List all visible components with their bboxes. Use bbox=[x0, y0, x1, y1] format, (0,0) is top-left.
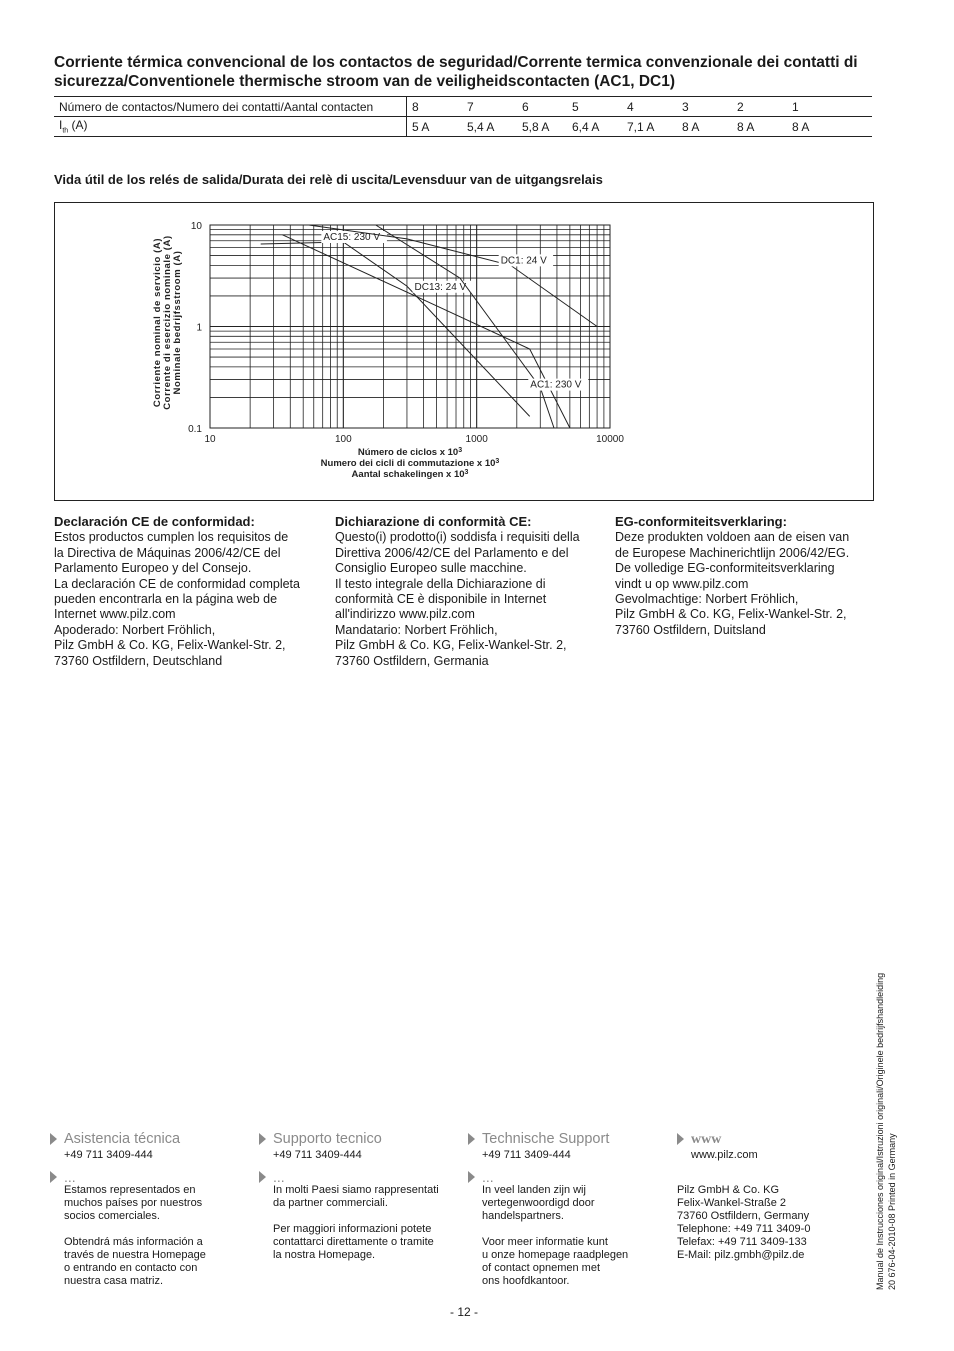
table-cell: 8 bbox=[407, 97, 463, 117]
declaration-es bbox=[54, 514, 324, 669]
support-heading: Asistencia técnica bbox=[64, 1130, 181, 1147]
www-url: www.pilz.com bbox=[691, 1149, 758, 1161]
x-tick-label: 10 bbox=[204, 434, 216, 445]
x-axis-label-text: Aantal schakelingen x 10 bbox=[351, 469, 465, 480]
footer-support-es bbox=[50, 1130, 250, 1288]
declaration-it bbox=[335, 514, 605, 669]
footer-support-it bbox=[259, 1130, 459, 1262]
arrow-right-icon bbox=[50, 1133, 57, 1145]
x-tick-label: 1000 bbox=[465, 434, 488, 445]
series-label: AC15: 230 V bbox=[323, 232, 381, 244]
declaration-it-body: Questo(i) prodotto(i) soddisfa i requisiti della Direttiva 2006/42/CE del Parlamento e del Consiglio Europeo sulle macchine. Il testo integrale della Dichiarazione di conformità CE è disponibile in Internet all'indirizzo www.pilz.com Mandatario: Norbert Fröhlich, Pilz GmbH & Co. KG, Felix-Wankel-Str. 2, 73760 Ostfildern, Germania bbox=[335, 530, 580, 668]
table-cell: 5,8 A bbox=[517, 117, 567, 137]
table-cell: 2 bbox=[732, 97, 787, 117]
declaration-es-title: Declaración CE de conformidad: bbox=[54, 514, 255, 529]
y-tick-label: 10 bbox=[190, 221, 202, 232]
declaration-nl-title: EG-conformiteitsverklaring: bbox=[615, 514, 787, 529]
relay-life-chart bbox=[54, 202, 874, 500]
support-heading: Supporto tecnico bbox=[273, 1130, 382, 1147]
arrow-right-icon bbox=[259, 1133, 266, 1145]
declaration-nl bbox=[615, 514, 880, 638]
x-axis-label-text: Numero dei cicli di commutazione x 10 bbox=[320, 458, 496, 469]
table-cell: 8 A bbox=[677, 117, 732, 137]
footer-www bbox=[677, 1130, 857, 1262]
page-number: - 12 - bbox=[449, 1305, 478, 1319]
support-phone: +49 711 3409-444 bbox=[273, 1149, 362, 1161]
support-phone: +49 711 3409-444 bbox=[482, 1149, 571, 1161]
arrow-right-icon bbox=[259, 1171, 266, 1183]
table-row bbox=[54, 117, 872, 137]
arrow-right-icon bbox=[468, 1133, 475, 1145]
table-cell: 1 bbox=[787, 97, 872, 117]
x-tick-label: 100 bbox=[334, 434, 352, 445]
table-cell: 5 A bbox=[407, 117, 463, 137]
x-axis-label bbox=[358, 447, 462, 458]
ellipsis: ... bbox=[482, 1168, 494, 1185]
support-heading: Technische Support bbox=[482, 1130, 610, 1147]
support-phone: +49 711 3409-444 bbox=[64, 1149, 153, 1161]
table-cell: 4 bbox=[622, 97, 677, 117]
x-tick-label: 10000 bbox=[596, 434, 624, 445]
footer-support-nl bbox=[468, 1130, 668, 1288]
ith-label bbox=[54, 117, 407, 137]
arrow-right-icon bbox=[50, 1171, 57, 1183]
table-cell: 6,4 A bbox=[567, 117, 622, 137]
ith-symbol: I bbox=[59, 118, 63, 133]
contacts-count-label: Número de contactos/Numero dei contatti/Aantal contacten bbox=[54, 97, 407, 117]
x-axis-label-exponent: 3 bbox=[464, 469, 469, 476]
relay-life-title: Vida útil de los relés de salida/Durata dei relè di uscita/Levensduur van de uitgangsrelais bbox=[54, 172, 603, 187]
declaration-nl-body: Deze produkten voldoen aan de eisen van de Europese Machinerichtlijn 2006/42/EG. De volledige EG-conformiteitsverklaring vindt u op www.pilz.com Gevolmachtige: Norbert Fröhlich, Pilz GmbH & Co. KG, Felix-Wankel-Str. 2, 73760 Ostfildern, Duitsland bbox=[615, 530, 850, 637]
series-label: DC13: 24 V bbox=[414, 281, 467, 293]
support-body: In veel landen zijn wij vertegenwoordigd door handelspartners. Voor meer informatie kunt u onze homepage raadplegen of contact opnemen met ons hoofdkantoor. bbox=[482, 1184, 629, 1287]
y-tick-label: 0.1 bbox=[188, 424, 202, 435]
support-body: In molti Paesi siamo rappresentati da partner commerciali. Per maggiori informazioni potete contattarci direttamente o tramite la nostra Homepage. bbox=[273, 1184, 439, 1261]
ellipsis: ... bbox=[273, 1168, 285, 1185]
y-tick-label: 1 bbox=[196, 322, 202, 334]
table-row bbox=[54, 97, 872, 117]
thermal-current-title: Corriente térmica convencional de los contactos de seguridad/Corrente termica convenzionale dei contatti di sicurezza/Conventionele thermische stroom van de veiligheidscontacten (AC1, DC1) bbox=[54, 54, 858, 90]
y-axis-label: Corriente nominal de servicio (A) bbox=[152, 237, 163, 408]
manual-side-text bbox=[874, 973, 898, 1290]
table-cell: 5,4 A bbox=[462, 117, 517, 137]
table-cell: 6 bbox=[517, 97, 567, 117]
arrow-right-icon bbox=[677, 1133, 684, 1145]
support-body: Estamos representados en muchos países por nuestros socios comerciales. Obtendrá más información a través de nuestra Homepage o entrando en contacto con nuestra casa matriz. bbox=[64, 1184, 206, 1287]
contacts-table bbox=[54, 96, 872, 137]
table-cell: 3 bbox=[677, 97, 732, 117]
series-line bbox=[261, 242, 530, 416]
x-axis-label bbox=[321, 458, 500, 469]
x-axis-label bbox=[352, 469, 469, 480]
ellipsis: ... bbox=[64, 1168, 76, 1185]
declaration-it-title: Dichiarazione di conformità CE: bbox=[335, 514, 532, 529]
manual-title: Manual de Instrucciones original/Istruzioni originali/Originele bedrijfshandleiding bbox=[875, 972, 885, 1290]
table-cell: 7 bbox=[462, 97, 517, 117]
table-cell: 5 bbox=[567, 97, 622, 117]
declaration-es-body: Estos productos cumplen los requisitos de la Directiva de Máquinas 2006/42/CE del Parlamento Europeo y del Consejo. La declaración CE de conformidad completa pueden encontrarla en la página web de Internet www.pilz.com Apoderado: Norbert Fröhlich, Pilz GmbH & Co. KG, Felix-Wankel-Str. 2, 73760 Ostfildern, Deutschland bbox=[54, 530, 300, 668]
x-axis-label-exponent: 3 bbox=[458, 447, 463, 454]
table-cell: 7,1 A bbox=[622, 117, 677, 137]
x-axis-label-exponent: 3 bbox=[495, 458, 500, 465]
table-cell: 8 A bbox=[787, 117, 872, 137]
y-axis-label: Nominale bedrijfsstroom (A) bbox=[172, 250, 183, 395]
manual-code: 20 676-04-2010-08 Printed in Germany bbox=[887, 1133, 897, 1290]
www-heading: www bbox=[691, 1131, 722, 1147]
ith-subscript: th bbox=[62, 127, 69, 135]
x-axis-label-text: Número de ciclos x 10 bbox=[357, 447, 459, 458]
table-cell: 8 A bbox=[732, 117, 787, 137]
ith-unit: (A) bbox=[68, 118, 88, 133]
series-label: DC1: 24 V bbox=[500, 255, 547, 267]
arrow-right-icon bbox=[468, 1171, 475, 1183]
series-label: AC1: 230 V bbox=[530, 379, 582, 391]
y-axis-label: Corrente di esercizio nominale (A) bbox=[162, 235, 173, 410]
company-address: Pilz GmbH & Co. KG Felix-Wankel-Straße 2 73760 Ostfildern, Germany Telephone: +49 711 3409-0 Telefax: +49 711 3409-133 E-Mail: pilz.gmbh@pilz.de bbox=[677, 1184, 811, 1261]
